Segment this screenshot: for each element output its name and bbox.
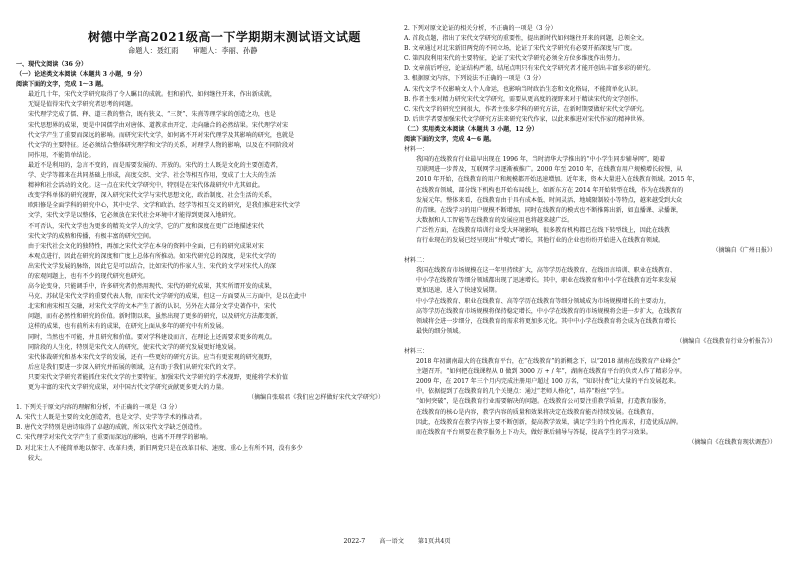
left-column	[16, 60, 388, 530]
left-text-line: 同阶段的人生化，特别是宋代文人的研究，使宋代文学的研究发展更好地发展。	[28, 343, 240, 351]
right-text-line: 中，依据提到了在线教育的几个关键点：通过“老师人格化”，培养“粉丝”学生。	[416, 388, 628, 396]
right-text-line: 因此，在线教育在教学内容上要不断创新，提高教学效果，满足学生的个性化需求，打造优质品牌。	[416, 418, 683, 426]
left-text-line: 高今论变身，只能调手中，许多研究者仍然用现代、宋代的研究成果，其实所谓开发的成果，	[28, 283, 276, 291]
page-footer	[0, 536, 794, 545]
left-text-line: （一）论述类文本阅读（本题共 3 小题，9 分）	[16, 71, 146, 79]
left-text-line: 一、现代文阅读（36 分）	[16, 61, 87, 68]
left-text-line: 最近不是利用的，急言不变的，而是需要发展的、开放的。宋代的士人既是文化的主要创造者，	[28, 161, 282, 169]
left-text-line: 无疑是值得宋代文学研究者思考的问题。	[28, 101, 137, 109]
right-text-line: 3. 根据原文内容，下列说法不正确的一项是（3 分）	[404, 75, 545, 83]
left-text-line: 宋代文学的成熟和传播，有极丰富的研究空间。	[28, 232, 155, 240]
left-text-line: 代文学产生了重要而深远的影响。而研究宋代文学，如何离不开对宋代理学及其影响的研究，也就是	[28, 131, 295, 139]
left-text-line: 由于宋代社会文化的独特性，再加之宋代文学在本身的资料中全面，已有的研究成果对宋	[28, 242, 264, 250]
footer-subject: 高一语文	[379, 538, 404, 545]
left-text-line: 欧阳修是全面学科的研究中心，其中史学、文学和政治、经学等相互交叉的研究，是我们推进宋代文学	[28, 202, 301, 210]
left-text-line: 学、史学等都来在共同基础上形成，高度交织、文学、社会等相互作用，变成了士大夫的生活	[28, 172, 276, 180]
left-text-line: 北宋和南宋相互交融，对宋代文学的文本产生了新的认识，另外在大部分文学史著作中，宋代	[28, 303, 276, 311]
left-text-line: 宋代体裁研究和基本宋代文学的发展，还有一些更好的研究方法。应当有更宏观的研究视野，	[28, 353, 276, 361]
right-text-line: 我国的在线教育行业最早出现在 1996 年，当时清华大学推出的“中小学生同步辅导网”，随着	[416, 156, 666, 164]
right-text-line: 中小学在线教育、职业在线教育、高等学历在线教育等细分领域成为市场规模增长的主要动力，	[416, 297, 670, 305]
left-text-line: 1. 下列关于原文内容的理解和分析，不正确的一项是（3 分）	[16, 404, 181, 412]
right-text-line: “如何突破”，是在线教育行业需要解决的问题。在线教育公司要注重教学质量，打造教育服务，	[416, 398, 671, 406]
right-text-line: A. 宋代文学不仅影响文人个人命运，也影响当时政治生态和文化格局，不能简单化认识。	[404, 85, 642, 93]
left-text-line: 宋代思想界的成果，更是中国儒学由对唐体、道教求由开定、走向融合的必然结果。宋代理学对宋	[28, 121, 289, 129]
left-text-line: 出宋代文学发展的脉络，因此它是可以结合，比如宋代的作家人生、宋代的文学对宋代人的深	[28, 262, 276, 270]
left-text-line: 最近几十年，宋代文学研究取得了令人瞩目的成就。但和前代、如何继往开来，作出新成就，	[28, 91, 276, 99]
right-text-line: 阅读下面的文字，完成 4～6 题。	[404, 136, 496, 144]
right-text-line: 2. 下列对原文论证的相关分析，不正确的一项是（3 分）	[404, 25, 557, 32]
page-title: 树德中学高2021级高一下学期期末测试语文试题	[88, 30, 361, 44]
right-text-line: 育行业现在的发展已经呈现出“井喷式”增长，其他行业的企业也纷纷开始进入在线教育领域。	[416, 236, 665, 244]
right-text-line: 主题召开。“如何把在线课程从 0 做到 3000 万 + / 年”，湖南在线教育平台的负责人作了精彩分享。	[416, 368, 686, 376]
left-text-line: 同时，当然也不可能，并且研究和价值。要对学科建设而言，在理论上还需要求更多的观点。	[28, 333, 276, 341]
footer-page-number: 第1页共4页	[417, 538, 451, 545]
right-text-line: 发展元年。整体来看，在线教育由于具有成本低、时间灵活、地域限制较小等特点，越来越受到大众	[416, 196, 683, 204]
left-text-line: 马克、苏轼是宋代文学的重要代表人物，而宋代文学研究的成果，但这一方面要从三方面中，是以在此中	[28, 293, 307, 301]
left-text-line: 文学，宋代文学是以整体，它必须放在宋代社会环境中才能得到更深入地研究。	[28, 212, 240, 220]
authors-line: 命题人：聂红雨 审题人：李丽、孙静	[128, 46, 258, 55]
right-text-line: 我国在线教育市场规模在这一年里持续扩大，高等学历在线教育、在线语言培训、职业在线教育、	[416, 267, 677, 275]
right-text-line: 在线教育的核心是内容，教学内容的质量和效果将决定在线教育能否持续发展。在线教育，	[416, 408, 658, 416]
right-text-line: （二）实用类文本阅读（本题共 3 小题，12 分）	[404, 125, 538, 133]
left-text-line: 只要宋代文学研究者能抓住宋代文学的主要特征，加强宋代文学研究的学术视野，更能将学术价值	[28, 373, 289, 381]
right-text-line: 而在线教育平台则要在教学服务上下功夫，做好课后辅导与答疑，提高学生的学习效果。	[416, 428, 652, 436]
right-text-line: D. 后世学者要加强宋代文学研究方法来研究宋代作家，以此来推进对宋代作家的精神世界。	[404, 115, 649, 123]
right-text-line: （摘编自《在线教育行业分析报告》）	[676, 337, 776, 345]
left-text-line: 后应是我们要进一步深入研究并拓展的领域，这有助于我们从研究宋代的文学。	[28, 363, 240, 371]
right-text-line: 材料三：	[404, 348, 429, 355]
left-text-line: 的宏观问题上，也有不少的现代研究也研究。	[28, 272, 149, 280]
left-text-line: A. 宋代士人既是主要的文化创造者，也是文学、史学等学术的推动者。	[16, 414, 206, 422]
right-column	[404, 24, 780, 530]
right-text-line: 互联网进一步普及，互联网学习逐渐被推广。2000 年至 2010 年，在线教育用户规模增长较慢，从	[416, 166, 683, 174]
left-text-line: 代文学的主要特征。还必须结合整体研究理学和文学的关系，对理学人物的影响，以及在不同阶段对	[28, 141, 295, 149]
right-text-line: 2010 年开始，在线教育的用户和规模都开始迅速增加。近年来，资本大量进入在线教育领域。2015 年，	[416, 176, 699, 184]
left-text-line: 这样的成果，也有前所未有的成果，在研究上面从多年的研究中有所发展。	[28, 323, 228, 331]
right-text-line: （摘编自《广州日报》）	[712, 247, 776, 255]
left-text-line: 改变学科单体的研究视野，深入研究宋代文学与宋代思想文化，政治制度、社会生活的关系，	[28, 192, 276, 200]
right-text-line: 大数据和人工智能等在线教育的发展应用也将越来越广泛。	[416, 216, 574, 224]
left-text-line: B. 唐代文学特别是唐诗取得了卓越的成就，所以宋代文学缺乏创造性。	[16, 424, 206, 432]
right-text-line: 中小学在线教育等细分领域都出现了迅速增长。其中，职业在线教育和中小学在线教育近年来发展	[416, 277, 677, 285]
footer-date: 2022-7	[343, 538, 366, 545]
right-text-line: 在线教育领域，部分线下机构也开始布局线上，如新东方在 2014 年开始转型在线，作为在线教育的	[416, 186, 684, 194]
right-text-line: 的青睐。在线学习的用户规模不断增加，同时在线教育的模式也不断推陈出新，如直播课、录播课，	[416, 206, 683, 214]
left-text-line: 精神和社会活动的文化。这一点在宋代文学研究中，特别是在宋代体裁研究中尤其如此。	[28, 182, 264, 190]
left-text-line: 不可否认，宋代文学也为更多的精英文学人的文学，它的广度和深度在更广泛地描述宋代	[28, 222, 264, 230]
left-text-line: 更为丰富的宋代文学研究成果，对中国古代文学研究贡献更多更大的力量。	[28, 384, 228, 391]
right-text-line: D. 文章前后呼应，论证结构严谨，结尾点明只有宋代文学研究者才能开创出丰富多彩的研究。	[404, 65, 655, 73]
left-text-line: 本观点进行，因此在研究的深度和广度上总体有所推动。如宋代研究总的深度，是宋代文学的	[28, 252, 276, 260]
right-text-line: 材料一：	[404, 146, 429, 154]
right-text-line: A. 首段点题，指出了宋代文学研究的重要性，提出新时代如何继往开来的问题，总领全文。	[404, 35, 649, 43]
right-text-line: 最快的细分领域。	[416, 327, 465, 335]
right-text-line: B. 作者主张对精力研究宋代文学研究，需要从更高度的视野来对于精读宋代的文学创作。	[404, 95, 643, 103]
left-text-line: D. 对北宋士人不能简单地以保守、改革归类，新旧两党只是在改革目标、速度、重心上有所不同，没有多少	[16, 444, 303, 452]
right-text-line: B. 文章通过对北宋新旧两党的不同立场，论证了宋代文学研究有必要开拓深度与广度。	[404, 45, 637, 53]
right-text-line: 材料二：	[404, 257, 429, 265]
right-text-line: C. 第四段利用宋代的主要特征，论证了宋代文学研究必须全方位多维度作出努力。	[404, 55, 624, 63]
right-text-line: 2009 年，在 2017 年三个月内完成注册用户超过 100 万名，“知识付费”让大量的平台发展起来。	[416, 378, 680, 386]
left-text-line: 宋代理学完成了儒、释、道三教的整合，既有狭义、“三贤”、朱熹等理学家的创造之功，也是	[28, 111, 277, 119]
left-text-line: 同作用，不能简单结论。	[28, 151, 95, 159]
right-text-line: 广泛性方面，在线教育培训行业受大环境影响，很多教育机构都已在线下转型线上，因此在线教	[416, 226, 670, 234]
left-text-line: （摘编自张瑞君《我们应怎样做好宋代文学研究》）	[247, 394, 384, 402]
right-text-line: 2018 年初湖南最大的在线教育平台，在“在线教育”的新概念下，以“2018 湖南在线教育产业峰会”	[416, 358, 681, 366]
right-text-line: 更加迅速，进入了快速发展期。	[416, 287, 501, 295]
left-text-line: 较大。	[28, 454, 47, 462]
left-text-line: 阅读下面的文字，完成 1～3 题。	[16, 81, 108, 89]
left-text-line: C. 宋代理学对宋代文学产生了重要而深远的影响，也离不开理学的影响。	[16, 434, 212, 442]
right-text-line: 领域将会进一步细分，在线教育的需求将更加多元化。其中中小学在线教育将会成为在线教育增长	[416, 317, 677, 325]
right-text-line: （摘编自《在线教育现状调查》）	[688, 438, 776, 446]
left-text-line: 问题，而有必然性和研究的价值。新时期以来，虽然出现了更多的研究，以及研究方法都变新，	[28, 313, 282, 321]
right-text-line: C. 宋代文学的研究空间很大，作者主张多学科的研究方法，在新时期要做好宋代文学研究。	[404, 105, 649, 113]
right-text-line: 高等学历在线教育市场规模将保持稳定增长，中小学在线教育的市场规模将会进一步扩大，在线教育	[416, 307, 683, 315]
